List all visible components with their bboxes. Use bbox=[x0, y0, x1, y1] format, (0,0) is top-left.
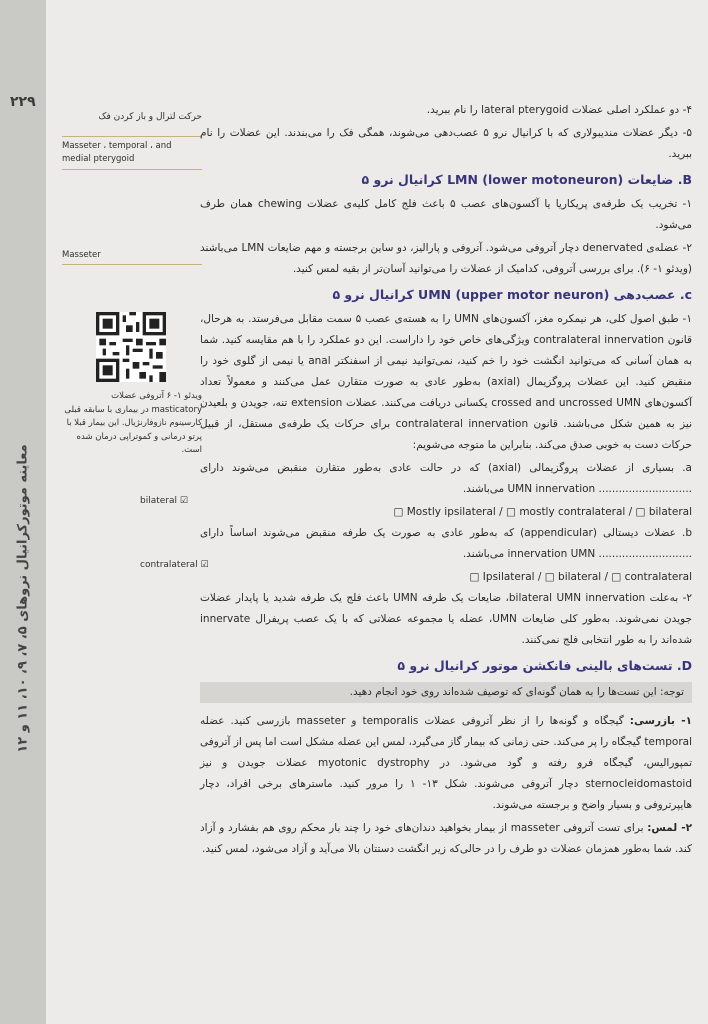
item-4: ۴- دو عملکرد اصلی عضلات lateral pterygoid را نام ببرید. bbox=[426, 104, 692, 116]
para-cb: b. عضلات دیستالی (appendicular) که به‌طور عادی به صورت یک طرفه منقبض می‌شوند اساساً دارای ............................ innervation UMN می‌باشند. bbox=[200, 527, 692, 560]
qr-code-icon[interactable] bbox=[96, 312, 166, 382]
sidebar-heading: حرکت لترال و باز کردن فک bbox=[98, 112, 202, 122]
heading-b: B. ضایعات LMN (lower motoneuron) کرانیال نرو ۵ bbox=[361, 172, 692, 187]
options-b[interactable]: □ Ipsilateral / □ bilateral / □ contralateral bbox=[469, 571, 692, 583]
d1-label: ۱- بازرسی: bbox=[629, 715, 693, 727]
para-ca: a. بسیاری از عضلات پروگزیمالی (axial) که در حالت عادی به‌طور متقارن منقبض می‌شوند دارای ............................ UMN innervation می‌باشند. bbox=[200, 462, 692, 495]
spine-title: معاینه موتورکرانیال نرو‌های ۵، ۷، ۹، ۱۰، ۱۱ و ۱۲ bbox=[15, 444, 31, 753]
para-d2 bbox=[200, 818, 692, 860]
para-c1: ۱- طبق اصول کلی، هر نیمکره مغز، آکسون‌های UMN را به هسته‌ی عصب ۵ سمت مقابل می‌فرستد. به هرحال، قانون contralateral innervation ویژگی‌های خاص خود را داراست. این دو عملکرد را با هم مقایسه کنید. شما به همان آسانی که می‌توانید انگشت خود را خم کنید، نمی‌توانید نیمی از اسفنکتر anal یا نیمی از گلوی خود را منقبض کنید. این عضلات پروگزیمال (axial) به‌طور عادی به صورت متقارن عمل می‌کنند و معمولاً تعداد آکسون‌های crossed and uncrossed UMN یکسانی دریافت می‌کنند. عضلات extension تنه، جویدن و بلعیدن نیز به همین شکل می‌باشند. قانون contralateral innervation برای حرکات یک طرفه‌ی مستقل، از قبیل حرکات دست به خوبی صدق می‌کند. بنابراین ما متوجه می‌شویم: bbox=[200, 313, 693, 451]
answer-contralateral: contralateral ☑ bbox=[140, 560, 209, 570]
para-b1: ۱- تخریب یک طرفه‌ی پریکاریا یا آکسون‌های عصب ۵ باعث فلج کامل کلیه‌ی عضلات chewing همان طرف می‌شود. bbox=[200, 198, 692, 231]
options-a[interactable]: □ Mostly ipsilateral / □ mostly contralateral / □ bilateral bbox=[393, 506, 692, 518]
d2-label: ۲- لمس: bbox=[647, 822, 692, 834]
main-text bbox=[200, 100, 692, 862]
sidebar-answer-box: Masseter ، temporal ، and medial pterygoid bbox=[62, 136, 202, 170]
sidebar-masseter: Masseter bbox=[62, 250, 202, 265]
d2-text: برای تست آتروفی masseter از بیمار بخواهید دندان‌های خود را چند بار محکم روی هم بفشارد و آزاد کند. شما به‌طور همزمان عضلات دو طرف را در حالی‌که زیر انگشت دستتان بالا می‌آید و آزاد می‌شود، لمس کنید. bbox=[200, 822, 692, 855]
page-number: ۲۲۹ bbox=[10, 94, 36, 110]
spine-band bbox=[0, 0, 46, 1024]
heading-c: c. عصب‌دهی UMN (upper motor neuron) کرانیال نرو ۵ bbox=[332, 287, 692, 302]
para-b2: ۲- عضله‌ی denervated دچار آتروفی می‌شود. آتروفی و پارالیز، دو ساین برجسته و مهم ضایعات LMN می‌باشند (ویدئو ۱- ۶). برای بررسی آتروفی، کدامیک از عضلات را می‌توانید آسان‌تر از بقیه لمس کنید. bbox=[200, 242, 692, 275]
d1-text: گیجگاه و گونه‌ها را از نظر آتروفی عضلات temporalis و masseter بازرسی کنید. عضله temporal گیجگاه را پر می‌کند. حتی زمانی که بیمار گاز می‌گیرد، لمس این عضله مشکل است اما پس از آتروفی تمپورالیس، گیجگاه فرو رفته و گود می‌شود. در myotonic dystrophy عضلات جویدن و نیز sternocleidomastoid دچار آتروفی می‌شوند. شکل ۱۳- ۱ را مرور کنید. ماسترهای برخی افراد، دچار هایپرتروفی و بسیار واضح و برجسته می‌شوند. bbox=[200, 715, 693, 811]
note-box: توجه: این تست‌ها را به همان گونه‌ای که توصیف شده‌اند روی خود انجام دهید. bbox=[200, 682, 692, 703]
para-d1 bbox=[200, 711, 692, 816]
heading-d: D. تست‌های بالینی فانکشن موتور کرانیال نرو ۵ bbox=[397, 658, 692, 673]
answer-bilateral: bilateral ☑ bbox=[140, 496, 188, 506]
item-5: ۵- دیگر عضلات مندیبولاری که با کرانیال نرو ۵ عصب‌دهی می‌شوند، همگی فک را می‌بندند. این عضلات را نام ببرید. bbox=[200, 127, 693, 160]
para-c2: ۲- به‌علت bilateral UMN innervation، ضایعات یک طرفه UMN باعث فلج یک طرفه شدید یا پایدار عضلات جویدن نمی‌شوند. به‌طور کلی ضایعات UMN، عضله یا مجموعه عضلاتی که با یک عصب پریفرال innervate شده‌اند را به طور انتخابی فلج نمی‌کنند. bbox=[200, 592, 692, 646]
video-caption: ویدئو ۱- ۶ آتروفی عضلات masticatory در بیماری با سابقه قبلی کارسینوم نازوفارنژیال. این بیمار قبلا با پرتو درمانی و کموتراپی درمان شده است. bbox=[64, 391, 202, 455]
